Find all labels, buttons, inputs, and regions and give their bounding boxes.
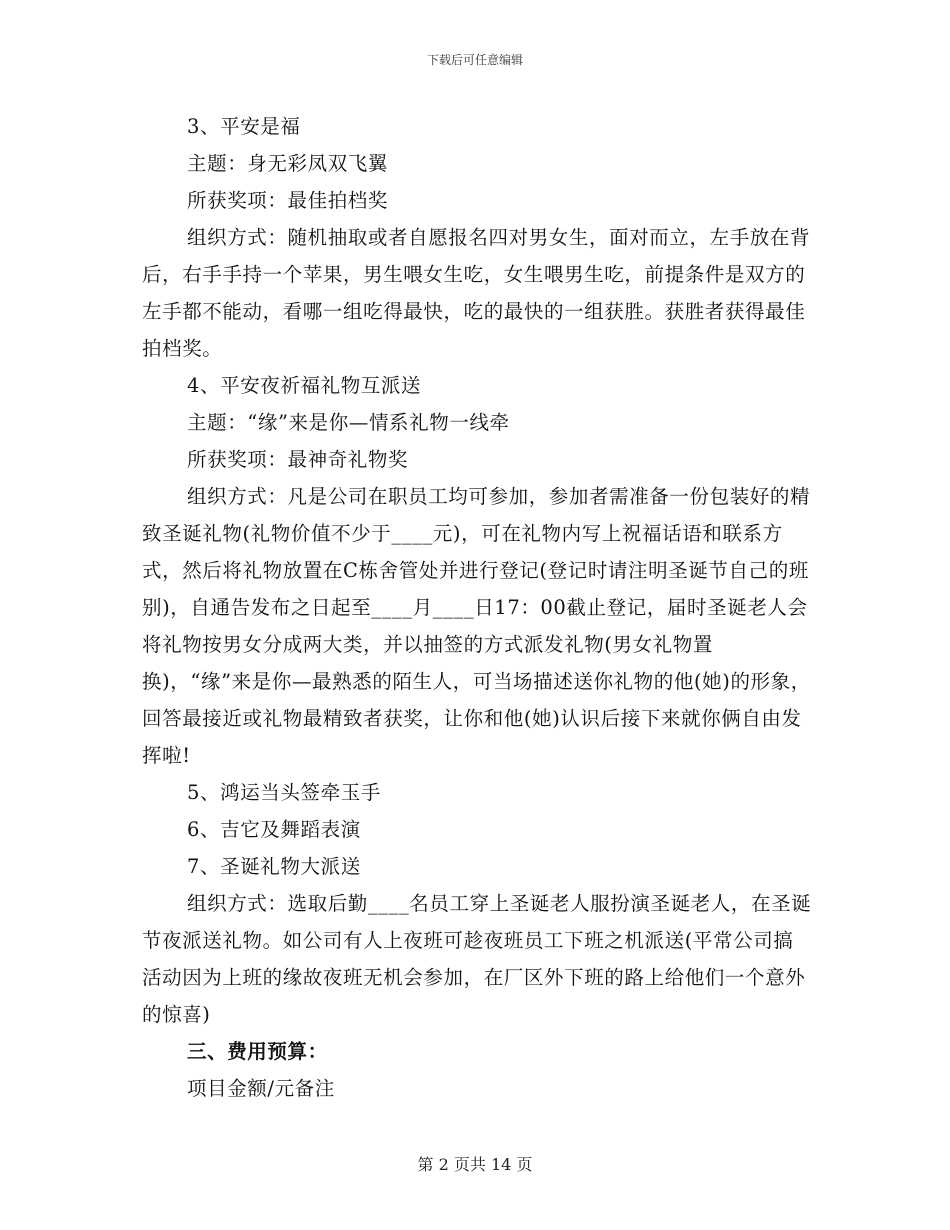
- section-7-method: 组织方式：选取后勤____名员工穿上圣诞老人服扮演圣诞老人，在圣诞节夜派送礼物。如公司有人上夜班可趁夜班员工下班之机派送(平常公司搞活动因为上班的缘故夜班无机会参加，在厂区外下班的路上给他们一个意外的惊喜): [142, 892, 812, 1026]
- section-6-heading: 6、吉它及舞蹈表演: [187, 818, 361, 841]
- section-3-theme: 主题：身无彩凤双飞翼: [187, 152, 389, 175]
- section-4-method: 组织方式：凡是公司在职员工均可参加，参加者需准备一份包装好的精致圣诞礼物(礼物价值不少于____元)，可在礼物内写上祝福话语和联系方式，然后将礼物放置在C栋舍管处并进行登记(登记时请注明圣诞节自己的班别)，自通告发布之日起至____月____日17：00截止登记，届时圣诞老人会将礼物按男女分成两大类，并以抽签的方式派发礼物(男女礼物置换)，“缘”来是你—最熟悉的陌生人，可当场描述送你礼物的他(她)的形象，回答最接近或礼物最精致者获奖，让你和他(她)认识后接下来就你俩自由发挥啦!: [142, 485, 811, 767]
- section-4-heading: 4、平安夜祈福礼物互派送: [187, 374, 422, 397]
- section-3-method: 组织方式：随机抽取或者自愿报名四对男女生，面对而立，左手放在背后，右手手持一个苹果，男生喂女生吃，女生喂男生吃，前提条件是双方的左手都不能动，看哪一组吃得最快，吃的最快的一组获胜。获胜者获得最佳拍档奖。: [142, 226, 811, 360]
- section-3-heading: 3、平安是福: [187, 115, 301, 138]
- section-4-award: 所获奖项：最神奇礼物奖: [187, 448, 409, 471]
- section-3-award: 所获奖项：最佳拍档奖: [187, 189, 389, 212]
- section-5-heading: 5、鸿运当头签牵玉手: [187, 781, 381, 804]
- page-footer: 第 2 页共 14 页: [417, 1155, 533, 1174]
- page-header: 下载后可任意编辑: [426, 53, 523, 67]
- budget-table-header: 项目金额/元备注: [187, 1077, 335, 1100]
- budget-heading: 三、费用预算：: [187, 1040, 328, 1063]
- section-7-heading: 7、圣诞礼物大派送: [187, 855, 361, 878]
- section-4-theme: 主题：“缘”来是你—情系礼物一线牵: [187, 411, 510, 434]
- document-body: [142, 108, 812, 1107]
